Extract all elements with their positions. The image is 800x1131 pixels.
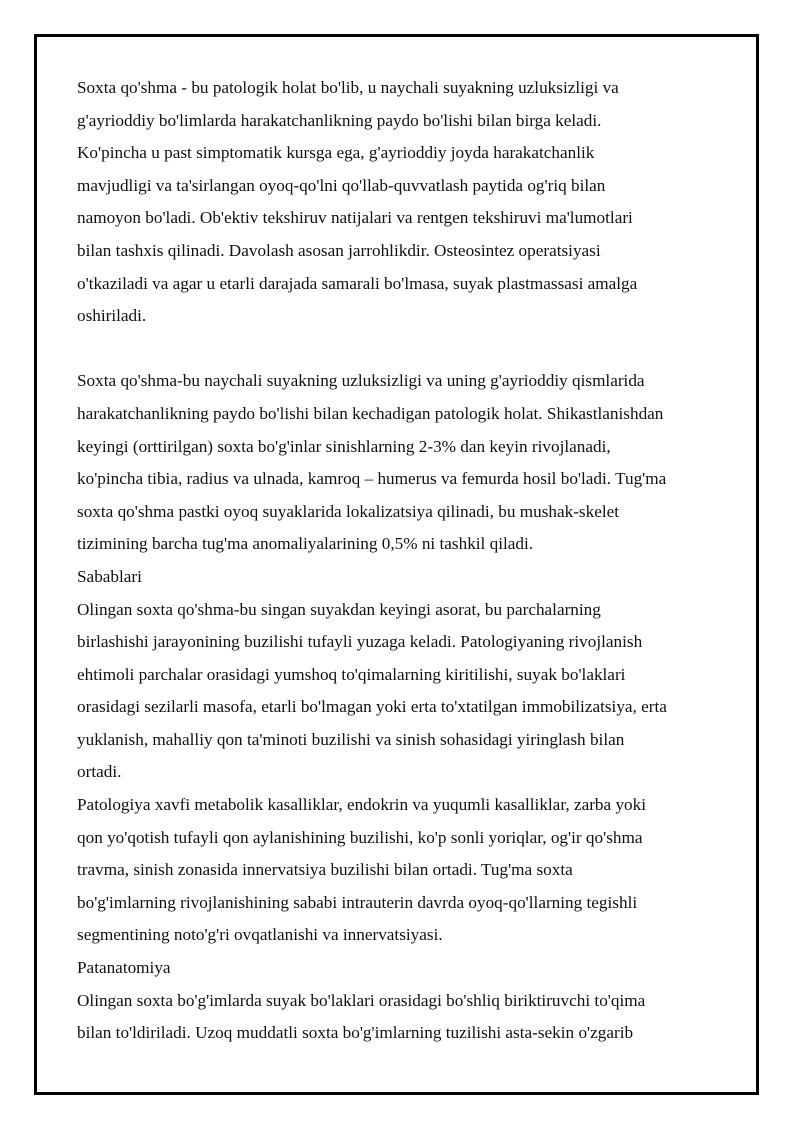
risk-factors-paragraph: Patologiya xavfi metabolik kasalliklar, endokrin va yuqumli kasalliklar, zarba yoki qon yo'qotish tufayli qon aylanishining buzilishi, ko'p sonli yoriqlar, og'ir qo'shma travma, sinish zonasida innervatsiya buzilishi bilan ortadi. Tug'ma soxta bo'g'imlarning rivojlanishining sababi intrauterin davrda oyoq-qo'llarning tegishli segmentining noto'g'ri ovqatlanishi va innervatsiyasi. [77, 795, 646, 945]
paragraph-spacer [77, 333, 727, 366]
intro-paragraph: Soxta qo'shma - bu patologik holat bo'lib, u naychali suyakning uzluksizligi va g'ayrioddiy bo'limlarda harakatchanlikning paydo bo'lishi bilan birga keladi. Ko'pincha u past simptomatik kursga ega, g'ayrioddiy joyda harakatchanlik mavjudligi va ta'sirlangan oyoq-qo'lni qo'llab-quvvatlash paytida og'riq bilan namoyon bo'ladi. Ob'ektiv tekshiruv natijalari va rentgen tekshiruvi ma'lumotlari bilan tashxis qilinadi. Davolash asosan jarrohlikdir. Osteosintez operatsiyasi o'tkaziladi va agar u etarli darajada samarali bo'lmasa, suyak plastmassasi amalga oshiriladi. [77, 78, 638, 326]
causes-heading: Sabablari [77, 566, 142, 586]
pathanatomy-paragraph: Olingan soxta bo'g'imlarda suyak bo'laklari orasidagi bo'shliq biriktiruvchi to'qima bilan to'ldiriladi. Uzoq muddatli soxta bo'g'imlarning tuzilishi asta-sekin o'zgarib [77, 990, 646, 1043]
document-body [77, 72, 727, 1050]
pathanatomy-heading: Patanatomiya [77, 958, 171, 978]
definition-paragraph: Soxta qo'shma-bu naychali suyakning uzluksizligi va uning g'ayrioddiy qismlarida harakatchanlikning paydo bo'lishi bilan kechadigan patologik holat. Shikastlanishdan keyingi (orttirilgan) soxta bo'g'inlar sinishlarning 2-3% dan keyin rivojlanadi, ko'pincha tibia, radius va ulnada, kamroq – humerus va femurda hosil bo'ladi. Tug'ma soxta qo'shma pastki oyoq suyaklarida lokalizatsiya qilinadi, bu mushak-skelet tizimining barcha tug'ma anomaliyalarining 0,5% ni tashkil qiladi. [77, 371, 667, 554]
causes-paragraph: Olingan soxta qo'shma-bu singan suyakdan keyingi asorat, bu parchalarning birlashishi jarayonining buzilishi tufayli yuzaga keladi. Patologiyaning rivojlanish ehtimoli parchalar orasidagi yumshoq to'qimalarning kiritilishi, suyak bo'laklari orasidagi sezilarli masofa, etarli bo'lmagan yoki erta to'xtatilgan immobilizatsiya, erta yuklanish, mahalliy qon ta'minoti buzilishi va sinish sohasidagi yiringlash bilan ortadi. [77, 599, 667, 782]
